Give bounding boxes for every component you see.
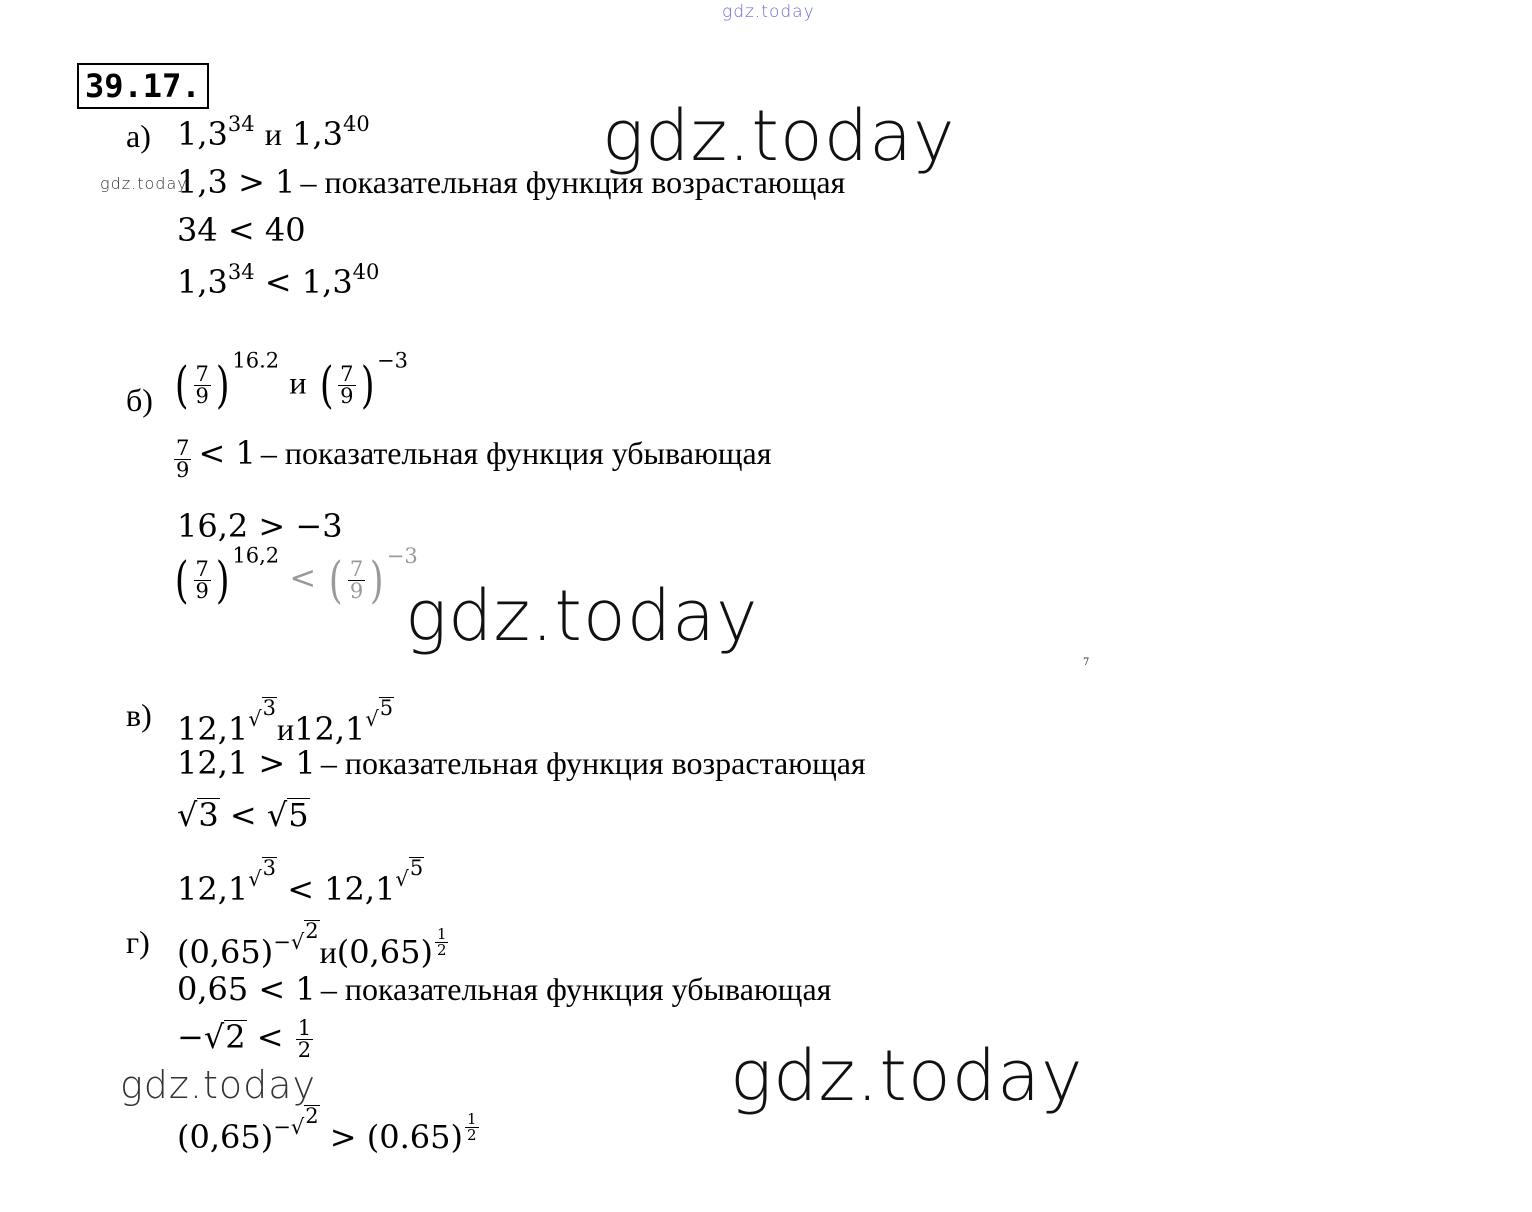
part-g-line4: $(0,65)^{- √ 2}$ > (0.65) $^{\frac{1}{2}}$ <box>177 1104 477 1156</box>
part-a-statement: $1,3^{34}$ и $1,3^{40}$ <box>177 112 370 153</box>
watermark-big-3: gdz.today <box>730 1035 1084 1117</box>
part-g-line3: − √ 2 < $\frac{1}{2}$ <box>177 1016 312 1062</box>
part-g-statement: $(0,65)^{- √ 2}$ и(0,65) $^{\frac{1}{2}}$ <box>177 919 447 971</box>
part-v-line3: √ 3 < √ 5 <box>177 796 309 834</box>
part-v-line4: 12,1 $^{√ 3}$ < 12,1 $^{√ 5}$ <box>177 856 424 908</box>
watermark-big-1: gdz.today <box>602 95 956 177</box>
part-v-statement: 12,1 $^{√ 3}$ и12,1 $^{√ 5}$ <box>177 696 394 748</box>
part-b-line4: ( $\frac{7}{9}$ ) $^{16,2}$ < ( $\frac{7}{9}$ ) $^{-3}$ <box>174 543 418 609</box>
watermark-mid-left: gdz.today <box>120 1063 316 1107</box>
part-a-label: а) <box>126 118 151 154</box>
watermark-small-left: gdz.today <box>100 174 188 193</box>
part-g-line2: 0,65 < 1 – показательная функция убывающая <box>177 970 832 1008</box>
part-b-statement: ( $\frac{7}{9}$ ) $^{16.2}$ и ( $\frac{7}{9}$ ) $^{-3}$ <box>174 348 409 414</box>
watermark-top: gdz.today <box>722 2 815 22</box>
task-number: 39.17. <box>77 63 209 109</box>
part-b-label: б) <box>126 382 153 418</box>
part-g-label: г) <box>126 924 150 960</box>
part-a-line2: 1,3 > 1 – показательная функция возрастающая <box>177 163 846 201</box>
watermark-big-2: gdz.today <box>405 575 759 657</box>
part-a-line4: $1,3^{34} < 1,3^{40}$ <box>177 260 380 301</box>
part-b-line3: 16,2 > −3 <box>177 507 343 545</box>
part-v-line2: 12,1 > 1 – показательная функция возрастающая <box>177 744 866 782</box>
part-v-label: в) <box>126 697 152 733</box>
part-b-line2: $\frac{7}{9}$ < 1 – показательная функция убывающая <box>176 434 772 482</box>
stray-mark: 7 <box>1083 657 1090 668</box>
part-a-line3: 34 < 40 <box>177 211 306 249</box>
